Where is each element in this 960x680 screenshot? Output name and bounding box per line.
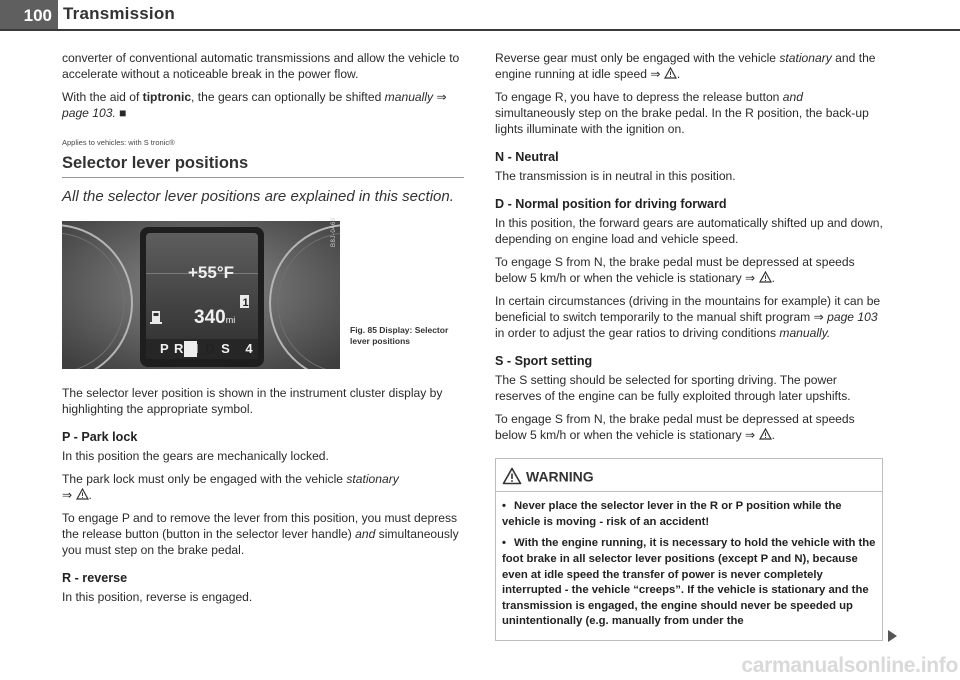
manually-term: manually. (779, 326, 831, 340)
drive-engage: To engage S from N, the brake pedal must be depressed at speeds below 5 km/h or when the vehicle is stationary ⇒ . (495, 255, 855, 285)
continue-arrow-icon (888, 630, 897, 642)
text: and the engine running at idle speed ⇒ (495, 51, 876, 81)
text: simultaneously you must step on the brake pedal. (62, 527, 459, 557)
and-term: and (355, 527, 376, 541)
drive-manual (495, 293, 883, 341)
range-readout (194, 307, 236, 328)
bullet: • (502, 537, 506, 550)
gear-badge: 1 (242, 297, 249, 309)
text: To engage R, you have to depress the release button (495, 90, 783, 104)
reverse-stationary: Reverse gear must only be engaged with the vehicle stationary and the engine running at idle speed ⇒ . (495, 51, 876, 81)
chapter-title: Transmission (63, 4, 175, 23)
park-stationary: The park lock must only be engaged with the vehicle stationary ⇒ . (62, 472, 399, 502)
text: simultaneously step on the brake pedal. In the R position, the back-up lights illuminate with the ignition on. (495, 106, 869, 136)
text: To engage S from N, the brake pedal must be depressed at speeds below 5 km/h or when the vehicle is stationary ⇒ (495, 255, 855, 285)
page-header (0, 0, 960, 34)
warning-triangle-icon (759, 271, 772, 283)
reverse-engage (495, 89, 883, 137)
gear-number: 4 (245, 341, 254, 356)
and-term: and (782, 90, 803, 104)
figure-code: B8J-0469 (331, 217, 337, 247)
warning-triangle-icon (76, 488, 89, 500)
text: , the gears can optionally be shifted (191, 90, 385, 104)
figure-caption: Fig. 85 Display: Selector lever positions (350, 325, 449, 346)
text: Reverse gear must only be engaged with the vehicle (495, 51, 780, 65)
paragraph-display: The selector lever position is shown in the instrument cluster display by highlighting the appropriate symbol. (62, 386, 443, 416)
applies-note: Applies to vehicles: with S tronic® (62, 138, 175, 147)
heading-reverse: R - reverse (62, 571, 128, 585)
drive-desc: In this position, the forward gears are automatically shifted up and down, depending on engine load and vehicle speed. (495, 216, 883, 246)
warning-triangle-icon (502, 467, 522, 485)
park-engage (62, 510, 464, 558)
gear-strip (160, 341, 254, 357)
bullet: • (502, 500, 506, 513)
sport-desc: The S setting should be selected for sporting driving. The power reserves of the engine can be fully exploited through later upshifts. (495, 373, 851, 403)
neutral-desc: The transmission is in neutral in this position. (495, 169, 736, 183)
text: To engage P and to remove the lever from this position, you must depress the release button (button in the selector lever handle) (62, 511, 458, 541)
warning-item-text: Never place the selector lever in the R or P position while the vehicle is moving - risk of an accident! (502, 500, 842, 528)
range-value: 340 (194, 307, 226, 328)
page-ref-link[interactable]: ⇒ page 103. (62, 90, 447, 120)
page-number: 100 (0, 0, 58, 31)
stationary-term: stationary (779, 51, 832, 65)
tiptronic-term: tiptronic (142, 90, 192, 104)
text: In certain circumstances (driving in the mountains for example) it can be beneficial to switch temporarily to the manual shift program (495, 294, 881, 324)
warning-triangle-icon (759, 428, 772, 440)
park-locked: In this position the gears are mechanically locked. (62, 449, 329, 463)
figure-85 (62, 217, 464, 371)
stationary-term: stationary (346, 472, 399, 486)
sport-engage: To engage S from N, the brake pedal must be depressed at speeds below 5 km/h or when the vehicle is stationary ⇒ . (495, 412, 855, 442)
text: With the aid of (62, 90, 143, 104)
warning-header (496, 459, 882, 492)
header-rule (0, 29, 960, 31)
range-unit: mi (225, 315, 236, 325)
warning-item (502, 536, 876, 630)
heading-sport: S - Sport setting (495, 354, 593, 368)
end-mark: ■ (115, 106, 127, 120)
warning-triangle-icon (664, 67, 677, 79)
heading-drive: D - Normal position for driving forward (495, 197, 727, 211)
watermark: carmanualsonline.info (741, 654, 958, 677)
text: To engage S from N, the brake pedal must be depressed at speeds below 5 km/h or when the vehicle is stationary ⇒ (495, 412, 855, 442)
paragraph-tiptronic (62, 89, 464, 121)
gears-suffix: S (221, 341, 231, 356)
paragraph-converter: converter of conventional automatic transmissions and allow the vehicle to accelerate without a noticeable break in the power flow. (62, 51, 460, 81)
manually-term: manually (384, 90, 434, 104)
heading-neutral: N - Neutral (495, 150, 559, 164)
text: in order to adjust the gear ratios to driving conditions (495, 326, 780, 340)
page-ref-link[interactable]: ⇒ page 103 (813, 310, 878, 324)
warning-box (495, 458, 883, 641)
gear-selected: D (205, 341, 216, 356)
temperature-readout: +55°F (188, 263, 235, 282)
left-column (62, 50, 464, 612)
text: The park lock must only be engaged with the vehicle (62, 472, 347, 486)
section-intro: All the selector lever positions are explained in this section. (62, 188, 454, 205)
reverse-engaged: In this position, reverse is engaged. (62, 590, 253, 604)
warning-item (502, 499, 876, 530)
gears-prefix: P R N (160, 341, 200, 356)
right-column (495, 50, 883, 450)
section-title: Selector lever positions (62, 155, 464, 178)
ref-arrow: ⇒ (62, 488, 73, 502)
warning-title: WARNING (526, 468, 594, 485)
warning-item-text: With the engine running, it is necessary to hold the vehicle with the foot brake in all selector lever positions (except P and N), because even at idle speed the transfer of power is never completely interrupted - the vehicle “creeps”. If the vehicle is stationary and the transmission is engaged, the engine should never be speeded up unintentionally (e.g. manually from under the (502, 537, 876, 628)
heading-park: P - Park lock (62, 430, 138, 444)
warning-body (496, 492, 882, 640)
